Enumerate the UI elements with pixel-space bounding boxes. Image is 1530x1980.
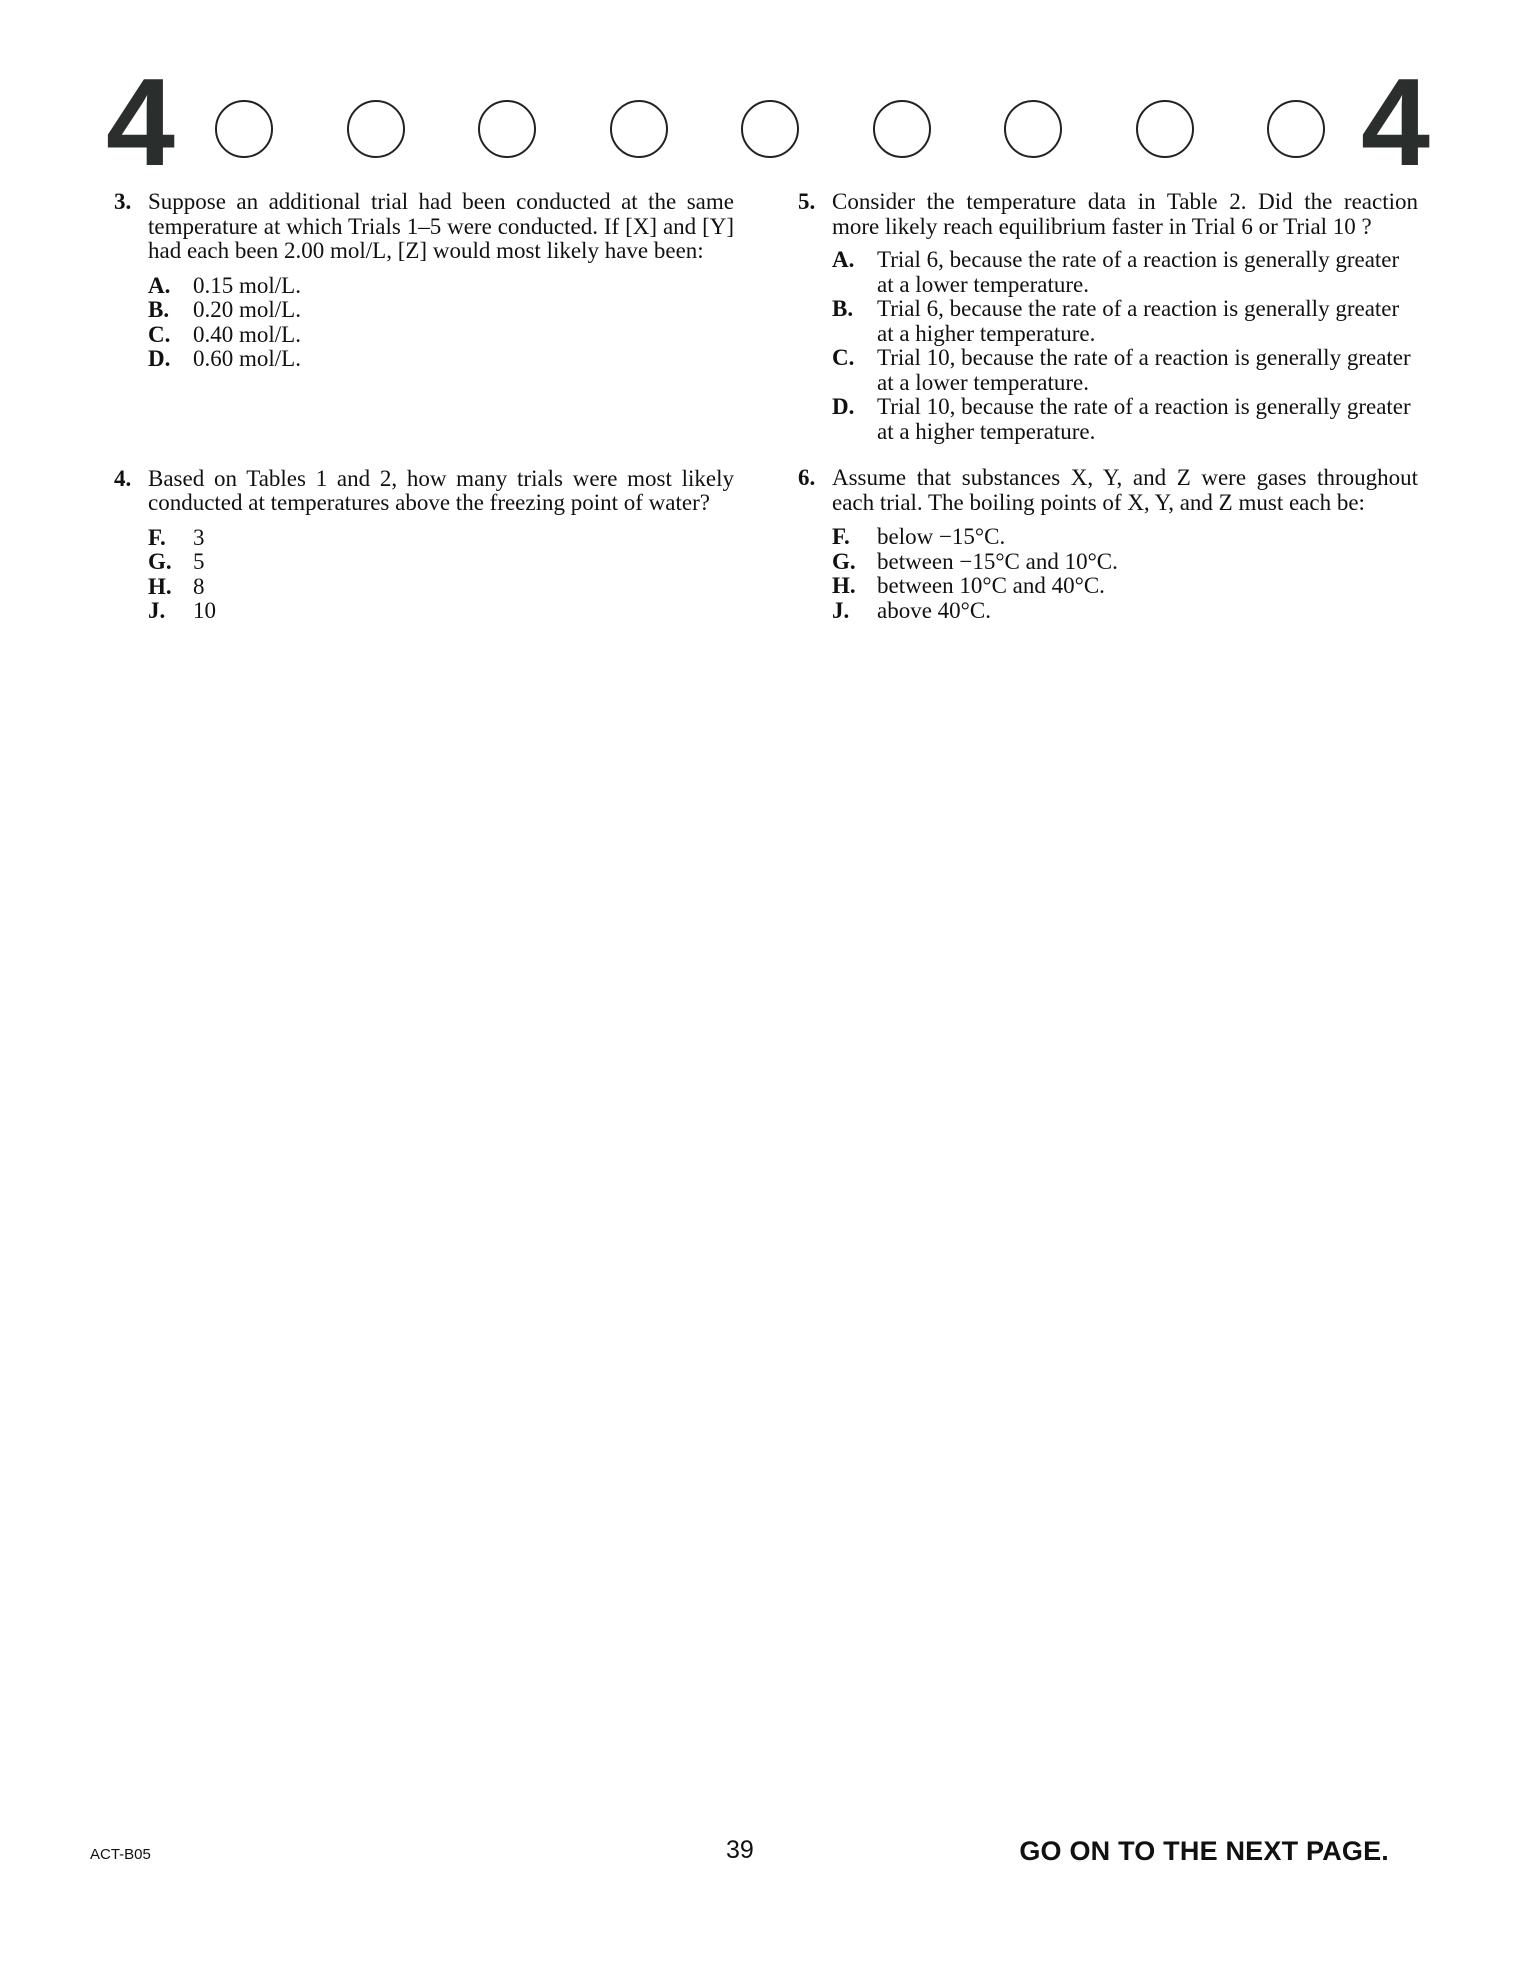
- question-number: 6.: [798, 465, 816, 490]
- choice-text: above 40°C.: [877, 597, 991, 623]
- answer-choice[interactable]: [148, 274, 734, 299]
- question-5: [798, 190, 1418, 444]
- choice-text: Trial 6, because the rate of a reaction is generally greater at a lower temperature.: [877, 247, 1400, 297]
- choice-letter: A.: [148, 272, 171, 298]
- circle-icon: [1136, 100, 1194, 158]
- answer-choice[interactable]: [832, 297, 1418, 346]
- answer-choice[interactable]: [832, 346, 1418, 395]
- section-number-left: 4: [106, 54, 175, 192]
- question-text: Suppose an additional trial had been conducted at the same temperature at which Trials 1–5 were conducted. If [X] and [Y] had each been 2.00 mol/L, [Z] would most likely have been:: [148, 189, 734, 263]
- choice-letter: F.: [148, 524, 166, 550]
- section-header: [100, 54, 1430, 192]
- question-6: [798, 466, 1418, 623]
- next-page-notice: GO ON TO THE NEXT PAGE.: [1019, 1836, 1389, 1866]
- choice-text: 0.15 mol/L.: [193, 272, 301, 298]
- circle-icon: [347, 100, 405, 158]
- answer-choice[interactable]: [832, 599, 1418, 624]
- circle-icon: [1004, 100, 1062, 158]
- choice-text: 0.40 mol/L.: [193, 321, 301, 347]
- choice-text: 8: [193, 573, 205, 599]
- choice-letter: G.: [832, 548, 856, 574]
- answer-choice[interactable]: [832, 395, 1418, 444]
- choice-letter: C.: [832, 345, 855, 370]
- answer-choice[interactable]: [148, 575, 734, 600]
- answer-choice[interactable]: [832, 574, 1418, 599]
- answer-choices: [832, 248, 1418, 444]
- answer-choices: [832, 525, 1418, 623]
- choice-letter: G.: [148, 549, 172, 574]
- choice-text: Trial 6, because the rate of a reaction is generally greater at a higher temperature.: [877, 296, 1400, 346]
- choice-text: 5: [193, 549, 205, 574]
- circle-icon: [478, 100, 536, 158]
- choice-letter: A.: [832, 247, 855, 272]
- choice-letter: J.: [148, 598, 166, 623]
- question-number: 5.: [798, 189, 816, 214]
- answer-choice[interactable]: [832, 525, 1418, 550]
- choice-letter: B.: [148, 297, 170, 322]
- question-text: Based on Tables 1 and 2, how many trials were most likely conducted at temperatures above the freezing point of water?: [148, 465, 734, 515]
- circle-icon: [610, 100, 668, 158]
- question-text: Assume that substances X, Y, and Z were gases throughout each trial. The boiling points of X, Y, and Z must each be:: [832, 465, 1418, 515]
- question-number: 4.: [114, 465, 132, 491]
- choice-text: below −15°C.: [877, 524, 1006, 549]
- right-column: [798, 190, 1418, 623]
- choice-text: 0.20 mol/L.: [193, 297, 301, 322]
- choice-text: between −15°C and 10°C.: [877, 548, 1118, 574]
- answer-choice[interactable]: [148, 599, 734, 624]
- form-code: ACT-B05: [90, 1846, 151, 1863]
- choice-letter: D.: [148, 346, 171, 371]
- choice-letter: B.: [832, 296, 854, 321]
- answer-choice[interactable]: [832, 248, 1418, 297]
- answer-choices: [148, 526, 734, 624]
- question-text: Consider the temperature data in Table 2. Did the reaction more likely reach equilibrium faster in Trial 6 or Trial 10 ?: [832, 189, 1418, 239]
- answer-choice[interactable]: [832, 550, 1418, 575]
- answer-choice[interactable]: [148, 526, 734, 551]
- circle-icon: [215, 100, 273, 158]
- choice-text: Trial 10, because the rate of a reaction is generally greater at a higher temperature.: [877, 394, 1411, 444]
- choice-letter: C.: [148, 321, 171, 347]
- answer-choice[interactable]: [148, 323, 734, 348]
- choice-text: 0.60 mol/L.: [193, 346, 301, 371]
- page-number: 39: [726, 1836, 754, 1864]
- answer-choices: [148, 274, 734, 372]
- question-number: 3.: [114, 189, 132, 214]
- choice-text: Trial 10, because the rate of a reaction is generally greater at a lower temperature.: [877, 345, 1411, 395]
- circle-icon: [873, 100, 931, 158]
- circle-icon: [741, 100, 799, 158]
- question-3: [114, 190, 734, 372]
- choice-letter: H.: [148, 573, 172, 599]
- header-circles: [215, 100, 1325, 160]
- section-number-right: 4: [1361, 54, 1430, 192]
- choice-text: between 10°C and 40°C.: [877, 573, 1105, 598]
- choice-letter: H.: [832, 573, 856, 598]
- answer-choice[interactable]: [148, 550, 734, 575]
- question-4: [114, 467, 734, 624]
- choice-letter: D.: [832, 394, 855, 419]
- answer-choice[interactable]: [148, 298, 734, 323]
- choice-text: 10: [193, 598, 216, 623]
- choice-letter: F.: [832, 524, 850, 549]
- answer-choice[interactable]: [148, 347, 734, 372]
- page-footer: [0, 1836, 1530, 1876]
- left-column: [114, 190, 734, 624]
- circle-icon: [1267, 100, 1325, 158]
- choice-text: 3: [193, 524, 205, 550]
- choice-letter: J.: [832, 597, 850, 623]
